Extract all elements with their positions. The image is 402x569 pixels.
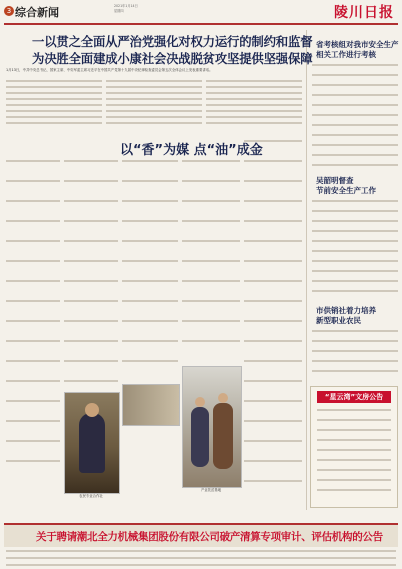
issue-date: 2021年1月14日 bbox=[114, 4, 138, 8]
news-photo-mid bbox=[122, 384, 180, 426]
right-story1-headline bbox=[316, 40, 399, 60]
masthead-rule bbox=[4, 23, 398, 25]
body-text bbox=[122, 160, 178, 380]
body-text bbox=[6, 78, 102, 128]
issue-meta bbox=[114, 4, 138, 14]
body-text bbox=[317, 409, 391, 501]
right-story3-headline-line1: 市供销社着力培养 bbox=[316, 306, 376, 315]
news-photo-left bbox=[64, 392, 120, 494]
masthead bbox=[0, 0, 402, 24]
body-text bbox=[6, 160, 60, 500]
column-divider bbox=[306, 30, 307, 510]
news-photo-center bbox=[182, 366, 242, 488]
issue-weekday: 星期四 bbox=[114, 9, 124, 13]
right-story3-headline-line2: 新型职业农民 bbox=[316, 316, 361, 325]
newspaper-logo: 陵川日报 bbox=[334, 5, 394, 21]
right-story2-headline bbox=[316, 176, 376, 196]
right-story2-headline-line1: 吴韶明督查 bbox=[316, 176, 354, 185]
notice-box-title: “星云湾”文房公告 bbox=[317, 391, 391, 403]
lead-headline-line1: 一以贯之全面从严治党强化对权力运行的制约和监督 bbox=[32, 34, 313, 49]
mid-headline: 以“香”为媒 点“油”成金 bbox=[120, 143, 263, 158]
announcement-headline: 关于聘请潮北全力机械集团股份有限公司破产清算专项审计、评估机构的公告 bbox=[36, 531, 383, 543]
body-text bbox=[106, 78, 202, 128]
body-text bbox=[312, 200, 398, 300]
lead-headline-line2: 为决胜全面建成小康社会决战脱贫攻坚提供坚强保障 bbox=[32, 51, 313, 66]
body-text bbox=[6, 548, 396, 568]
announcement-banner bbox=[4, 523, 398, 547]
body-text bbox=[206, 78, 302, 128]
body-text bbox=[182, 160, 240, 360]
photo-caption-center: 产业扶贫基地 bbox=[200, 488, 222, 492]
right-story2-headline-line2: 节前安全生产工作 bbox=[316, 186, 376, 195]
body-text bbox=[312, 64, 398, 172]
right-story1-headline-line2: 相关工作进行考核 bbox=[316, 50, 376, 59]
photo-caption-left: 农民专业合作社 bbox=[79, 494, 103, 498]
right-story3-headline bbox=[316, 306, 376, 326]
notice-box bbox=[310, 386, 398, 508]
body-text bbox=[312, 330, 398, 380]
section-title: 综合新闻 bbox=[15, 6, 59, 19]
lead-paragraph: 1月13日，中共中央总书记、国家主席、中央军委主席习近平在中国共产党第十九届中央纪律检查委员会第五次全体会议上发表重要讲话。 bbox=[6, 68, 213, 72]
right-story1-headline-line1: 省考核组对我市安全生产 bbox=[316, 40, 399, 49]
body-text bbox=[244, 140, 302, 510]
page-number-badge: 3 bbox=[4, 6, 14, 16]
